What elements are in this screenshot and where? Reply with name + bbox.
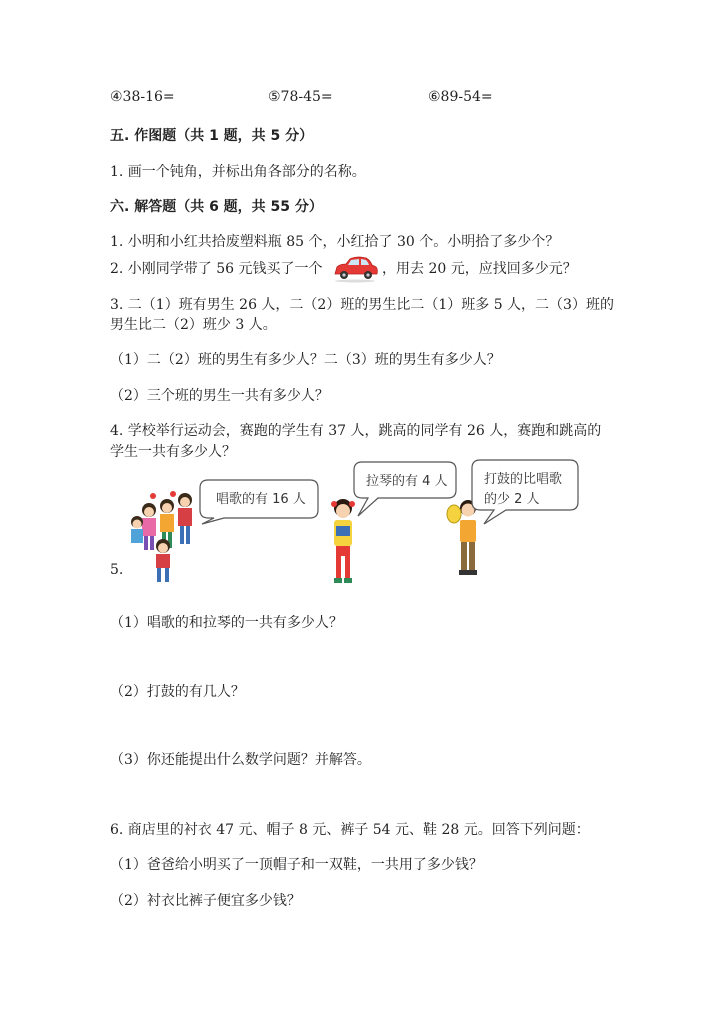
question-1: 1. 小明和小红共拾废塑料瓶 85 个，小红拾了 30 个。小明拾了多少个？ bbox=[110, 234, 560, 250]
calc-item-6: ⑥89-54= bbox=[428, 89, 493, 105]
question-6-sub-1: （1）爸爸给小明买了一顶帽子和一双鞋，一共用了多少钱？ bbox=[110, 857, 483, 873]
question-2-part-a: 2. 小刚同学带了 56 元钱买了一个 bbox=[110, 261, 323, 277]
question-5-sub-3: （3）你还能提出什么数学问题？并解答。 bbox=[110, 752, 371, 768]
calc-item-4: ④38-16= bbox=[110, 89, 175, 105]
bubble-1-text: 唱歌的有 16 人 bbox=[216, 492, 306, 507]
bubble-3-line-1: 打鼓的比唱歌 bbox=[484, 472, 563, 487]
toy-car-image bbox=[330, 254, 380, 284]
question-5-label: 5. bbox=[110, 562, 124, 578]
section-5-question-1: 1. 画一个钝角，并标出角各部分的名称。 bbox=[110, 164, 366, 180]
question-3-sub-1: （1）二（2）班的男生有多少人？二（3）班的男生有多少人？ bbox=[110, 352, 501, 368]
question-2-part-b: ，用去 20 元，应找回多少元？ bbox=[382, 261, 577, 277]
question-5-sub-2: （2）打鼓的有几人？ bbox=[110, 684, 245, 700]
question-3-sub-2: （2）三个班的男生一共有多少人？ bbox=[110, 388, 329, 404]
section-5-title: 五. 作图题（共 1 题，共 5 分） bbox=[110, 128, 314, 144]
question-3-line-2: 男生比二（2）班少 3 人。 bbox=[110, 317, 277, 333]
question-4-line-2: 学生一共有多少人？ bbox=[110, 444, 236, 460]
question-4-line-1: 4. 学校举行运动会，赛跑的学生有 37 人，跳高的同学有 26 人，赛跑和跳高的 bbox=[110, 423, 602, 439]
question-6: 6. 商店里的衬衣 47 元、帽子 8 元、裤子 54 元、鞋 28 元。回答下列问题： bbox=[110, 822, 590, 838]
question-6-sub-2: （2）衬衣比裤子便宜多少钱？ bbox=[110, 893, 301, 909]
singing-children-illustration bbox=[125, 488, 207, 586]
speech-bubble-2 bbox=[352, 460, 458, 518]
question-5-sub-1: （1）唱歌的和拉琴的一共有多少人？ bbox=[110, 615, 343, 631]
bubble-2-text: 拉琴的有 4 人 bbox=[366, 474, 448, 489]
question-3-line-1: 3. 二（1）班有男生 26 人，二（2）班的男生比二（1）班多 5 人，二（3）班的 bbox=[110, 297, 614, 313]
section-6-title: 六. 解答题（共 6 题，共 55 分） bbox=[110, 199, 323, 215]
bubble-3-line-2: 的少 2 人 bbox=[484, 492, 540, 507]
calc-item-5: ⑤78-45= bbox=[268, 89, 333, 105]
